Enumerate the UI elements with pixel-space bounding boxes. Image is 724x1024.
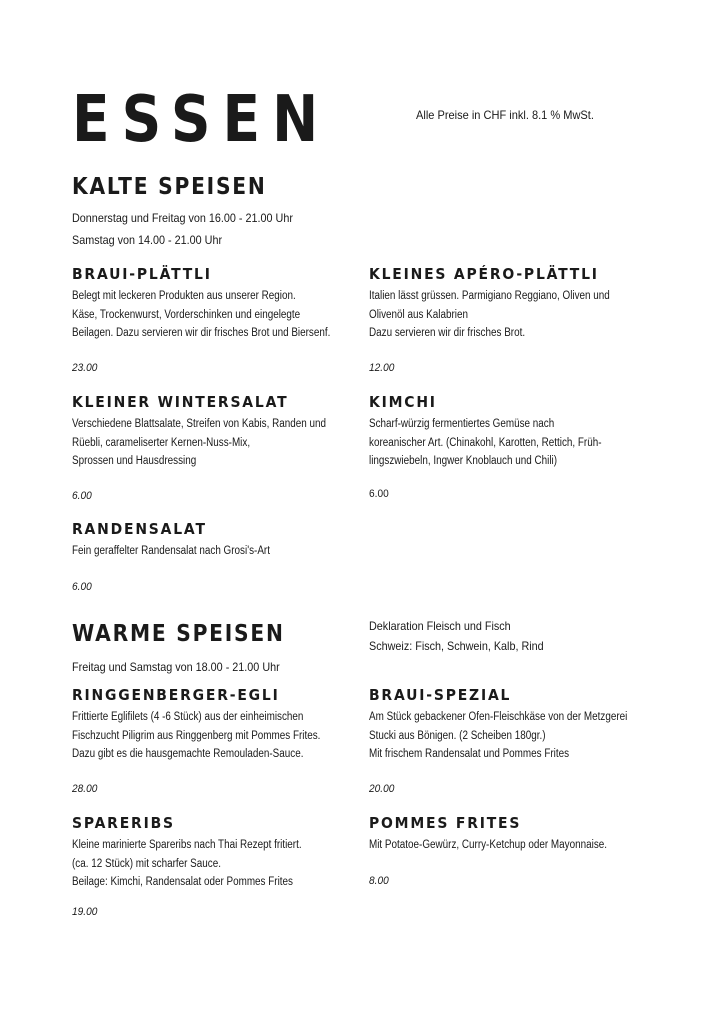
item-name: KLEINES APÉRO-PLÄTTLI [369, 265, 599, 283]
item-price: 20.00 [369, 783, 395, 795]
menu-item-braui-plaettli [72, 265, 372, 343]
item-name: RINGGENBERGER-EGLI [72, 686, 280, 704]
desc-line: Stucki aus Bönigen. (2 Scheiben 180gr.) [369, 729, 546, 742]
desc-line: Dazu gibt es die hausgemachte Remouladen-Sauce. [72, 748, 304, 760]
desc-line: Belegt mit leckeren Produkten aus unserer Region. [72, 290, 296, 302]
desc-line: Dazu servieren wir dir frisches Brot. [369, 327, 526, 339]
meat-declaration [369, 616, 563, 656]
menu-item-kimchi [369, 393, 669, 471]
item-description [72, 415, 330, 471]
desc-line: Sprossen und Hausdressing [72, 455, 197, 467]
menu-item-kleines-apero-plaettli [369, 265, 669, 343]
item-name: BRAUI-PLÄTTLI [72, 265, 212, 283]
desc-line: Olivenöl aus Kalabrien [369, 308, 468, 321]
desc-line: Rüebli, carameliserter Kernen-Nuss-Mix, [72, 436, 251, 449]
desc-line: koreanischer Art. (Chinakohl, Karotten, Rettich, Früh- [369, 436, 602, 449]
desc-line: Kleine marinierte Spareribs nach Thai Rezept fritiert. [72, 839, 302, 851]
item-name: BRAUI-SPEZIAL [369, 686, 512, 704]
item-description [72, 542, 330, 561]
item-price: 28.00 [72, 783, 98, 795]
item-price: 23.00 [72, 362, 98, 374]
menu-item-pommes-frites [369, 814, 669, 855]
item-price: 6.00 [72, 490, 92, 502]
desc-line: Italien lässt grüssen. Parmigiano Reggiano, Oliven und [369, 290, 610, 302]
section-title-warme: WARME SPEISEN [72, 621, 285, 647]
item-price: 6.00 [72, 581, 92, 593]
declaration-line: Schweiz: Fisch, Schwein, Kalb, Rind [369, 639, 544, 653]
item-description [369, 287, 627, 343]
declaration-line: Deklaration Fleisch und Fisch [369, 619, 511, 633]
section-title-kalte: KALTE SPEISEN [72, 174, 267, 200]
desc-line: Verschiedene Blattsalate, Streifen von Kabis, Randen und [72, 418, 327, 430]
menu-item-ringgenberger-egli [72, 686, 372, 764]
desc-line: Scharf-würzig fermentiertes Gemüse nach [369, 418, 555, 430]
item-price: 8.00 [369, 875, 389, 887]
desc-line: Frittierte Eglifilets (4 -6 Stück) aus der einheimischen [72, 711, 304, 723]
desc-line: Beilagen. Dazu servieren wir dir frisches Brot und Biersenf. [72, 327, 331, 339]
item-name: KLEINER WINTERSALAT [72, 393, 289, 411]
desc-line: Fein geraffelter Randensalat nach Grosi's-Art [72, 545, 270, 557]
item-description [369, 836, 627, 855]
item-description [72, 708, 330, 764]
item-price: 19.00 [72, 906, 98, 918]
item-name: POMMES FRITES [369, 814, 522, 832]
item-description [72, 836, 330, 892]
page-title: ESSEN [72, 83, 331, 157]
item-name: SPARERIBS [72, 814, 175, 832]
menu-item-randensalat [72, 520, 372, 561]
item-price: 6.00 [369, 488, 389, 500]
desc-line: Mit frischem Randensalat und Pommes Frites [369, 748, 570, 760]
desc-line: Mit Potatoe-Gewürz, Curry-Ketchup oder Mayonnaise. [369, 839, 608, 851]
menu-item-spareribs [72, 814, 372, 892]
prices-note: Alle Preise in CHF inkl. 8.1 % MwSt. [416, 108, 594, 122]
item-description [369, 708, 627, 764]
desc-line: Am Stück gebackener Ofen-Fleischkäse von der Metzgerei [369, 711, 628, 723]
desc-line: lingszwiebeln, Ingwer Knoblauch und Chili) [369, 455, 558, 467]
hours-line: Donnerstag und Freitag von 16.00 - 21.00 Uhr [72, 211, 293, 225]
hours-line: Samstag von 14.00 - 21.00 Uhr [72, 233, 223, 247]
item-price: 12.00 [369, 362, 395, 374]
desc-line: Fischzucht Piligrim aus Ringgenberg mit Pommes Frites. [72, 729, 321, 742]
desc-line: Käse, Trockenwurst, Vorderschinken und eingelegte [72, 308, 301, 321]
section-hours-warme [72, 656, 303, 678]
hours-line: Freitag und Samstag von 18.00 - 21.00 Uhr [72, 660, 280, 674]
section-hours-kalte [72, 207, 317, 251]
menu-item-braui-spezial [369, 686, 669, 764]
desc-line: Beilage: Kimchi, Randensalat oder Pommes Frites [72, 876, 293, 888]
item-name: RANDENSALAT [72, 520, 207, 538]
item-name: KIMCHI [369, 393, 437, 411]
item-description [72, 287, 330, 343]
desc-line: (ca. 12 Stück) mit scharfer Sauce. [72, 857, 221, 870]
item-description [369, 415, 627, 471]
menu-item-kleiner-wintersalat [72, 393, 372, 471]
